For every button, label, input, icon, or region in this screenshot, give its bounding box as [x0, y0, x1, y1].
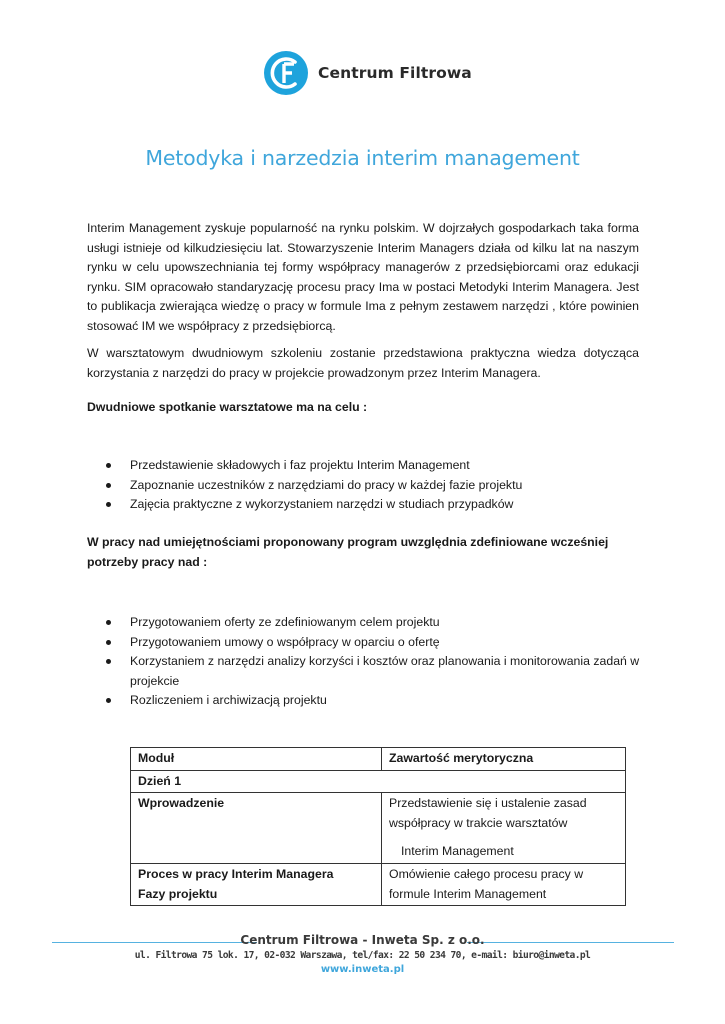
content-text: Przedstawienie się i ustalenie zasad współpracy w trakcie warsztatów	[389, 796, 587, 830]
list-item: Rozliczeniem i archiwizacją projektu	[104, 691, 644, 711]
module-text: Fazy projektu	[138, 886, 218, 901]
content-cell: Omówienie całego procesu pracy w formule Interim Management	[382, 863, 626, 905]
column-header-module: Moduł	[131, 748, 382, 771]
day-label: Dzień 1	[131, 770, 626, 793]
content-cell	[382, 793, 626, 864]
list-item: Przedstawienie składowych i faz projektu Interim Management	[104, 456, 644, 476]
table-row	[131, 793, 626, 864]
module-text: Proces w pracy Interim Managera	[138, 866, 334, 881]
footer-website: www.inweta.pl	[320, 964, 405, 975]
workshop-paragraph: W warsztatowym dwudniowym szkoleniu zostanie przedstawiona praktyczna wiedza dotycząca korzystania z narzędzi do pracy w projekcie prowadzonym przez Interim Managera.	[87, 346, 639, 380]
footer-company: Centrum Filtrowa - Inweta Sp. z o.o.	[240, 933, 485, 947]
list-item: Zapoznanie uczestników z narzędziami do pracy w każdej fazie projektu	[104, 476, 644, 496]
list-item: Przygotowaniem umowy o współpracy w oparciu o ofertę	[104, 633, 644, 653]
module-cell: Wprowadzenie	[131, 793, 382, 864]
content-text: Interim Management	[401, 844, 514, 859]
goals-list	[104, 456, 644, 515]
table-row	[131, 770, 626, 793]
footer-address: ul. Filtrowa 75 lok. 17, 02-032 Warszawa, tel/fax: 22 50 234 70, e-mail: biuro@inweta.pl	[134, 950, 591, 961]
goals-heading: Dwudniowe spotkanie warsztatowe ma na celu :	[87, 400, 368, 414]
page-title: Metodyka i narzedzia interim management	[145, 146, 580, 170]
table-row	[131, 863, 626, 905]
table-header-row	[131, 748, 626, 771]
list-item: Zajęcia praktyczne z wykorzystaniem narzędzi w studiach przypadków	[104, 495, 644, 515]
program-list	[104, 613, 644, 711]
modules-table	[130, 747, 626, 906]
column-header-content: Zawartość merytoryczna	[382, 748, 626, 771]
centrum-filtrowa-logo-icon	[262, 49, 310, 97]
program-heading: W pracy nad umiejętnościami proponowany program uwzględnia zdefiniowane wcześniej potrzeby pracy nad :	[87, 535, 609, 569]
intro-paragraph: Interim Management zyskuje popularność na rynku polskim. W dojrzałych gospodarkach taka forma usługi istnieje od kilkudziesięciu lat. Stowarzyszenie Interim Managers działa od kilku lat na naszym rynku w celu upowszechniania tej formy współpracy managerów z przedsiębiorcami oraz edukacji rynku. SIM opracowało standaryzację procesu pracy Ima w postaci Metodyki Interim Managera. Jest to publikacja zwierająca wiedzę o pracy w formule Ima z pełnym zestawem narzędzi , które powinien stosować IM we współpracy z przedsiębiorcą.	[87, 221, 639, 333]
logo-text: Centrum Filtrowa	[318, 64, 472, 82]
company-logo	[262, 49, 472, 97]
module-cell	[131, 863, 382, 905]
list-item: Przygotowaniem oferty ze zdefiniowanym celem projektu	[104, 613, 644, 633]
list-item: Korzystaniem z narzędzi analizy korzyści i kosztów oraz planowania i monitorowania zadań w projekcie	[104, 652, 644, 691]
